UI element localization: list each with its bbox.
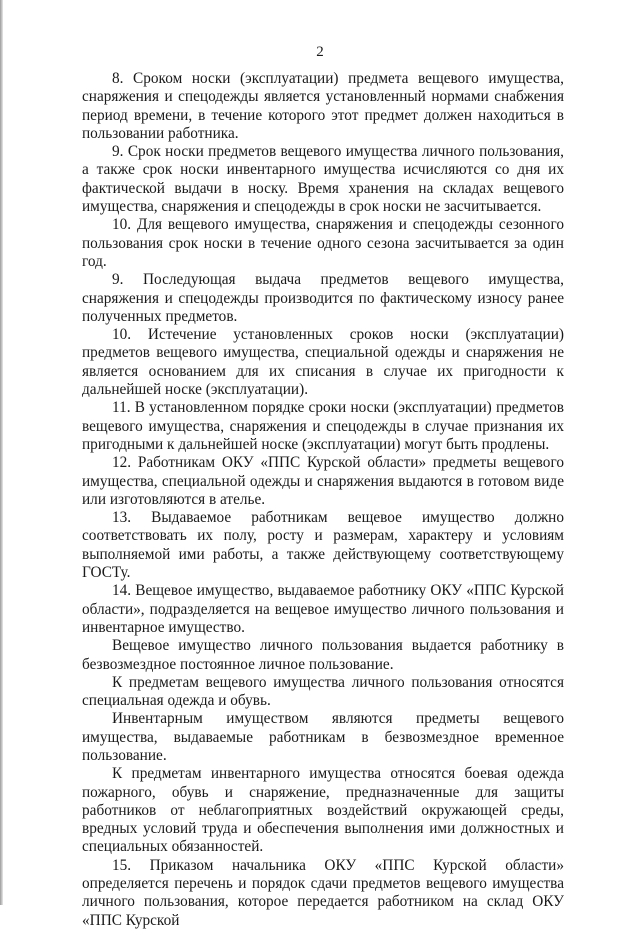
paragraph-inventory-items: К предметам инвентарного имущества относятся боевая одежда пожарного, обувь и снаряжение, предназначенные для защиты работников от неблагоприятных воздействий окружающей среды, вредных условий труда и обеспечения выполнения ими должностных и специальных обязанностей. xyxy=(82,765,564,856)
paragraph-item-13: 13. Выдаваемое работникам вещевое имущество должно соответствовать их полу, росту и размерам, характеру и условиям выполняемой ими работы, а также действующему соответствующему ГОСТу. xyxy=(82,509,564,582)
paragraph-item-9: 9. Срок носки предметов вещевого имущества личного пользования, а также срок носки инвентарного имущества исчисляются со дня их фактической выдачи в носку. Время хранения на складах вещевого имущества, снаряжения и спецодежды в срок носки не засчитывается. xyxy=(82,143,564,216)
paragraph-item-12: 12. Работникам ОКУ «ППС Курской области» предметы вещевого имущества, специальной одежды и снаряжения выдаются в готовом виде или изготовляются в ателье. xyxy=(82,454,564,508)
page-number: 2 xyxy=(316,44,324,60)
paragraph-personal-use: Вещевое имущество личного пользования выдается работнику в безвозмездное постоянное личное пользование. xyxy=(82,637,564,673)
paragraph-item-10: 10. Для вещевого имущества, снаряжения и спецодежды сезонного пользования срок носки в течение одного сезона засчитывается за один год. xyxy=(82,216,564,270)
document-body xyxy=(82,70,564,930)
scan-edge-shadow xyxy=(0,0,3,905)
paragraph-item-8: 8. Сроком носки (эксплуатации) предмета вещевого имущества, снаряжения и спецодежды является установленный нормами снабжения период времени, в течение которого этот предмет должен находиться в пользовании работника. xyxy=(82,70,564,142)
paragraph-item-9-repeat: 9. Последующая выдача предметов вещевого имущества, снаряжения и спецодежды производится по фактическому износу ранее полученных предметов. xyxy=(82,271,564,325)
paragraph-item-15: 15. Приказом начальника ОКУ «ППС Курской области» определяется перечень и порядок сдачи предметов вещевого имущества личного пользования, которое передается работником на склад ОКУ «ППС Курской xyxy=(82,856,564,929)
paragraph-item-11: 11. В установленном порядке сроки носки (эксплуатации) предметов вещевого имущества, снаряжения и спецодежды в случае признания их пригодными к дальнейшей носке (эксплуатации) могут быть продлены. xyxy=(82,399,564,453)
paragraph-personal-items: К предметам вещевого имущества личного пользования относятся специальная одежда и обувь. xyxy=(82,673,564,710)
paragraph-item-10-repeat: 10. Истечение установленных сроков носки (эксплуатации) предметов вещевого имущества, специальной одежды и снаряжения не является основанием для их списания в случае их пригодности к дальнейшей носке (эксплуатации). xyxy=(82,326,564,399)
paragraph-inventory-definition: Инвентарным имуществом являются предметы вещевого имущества, выдаваемые работникам в безвозмездное временное пользование. xyxy=(82,710,564,764)
paragraph-item-14: 14. Вещевое имущество, выдаваемое работнику ОКУ «ППС Курской области», подразделяется на вещевое имущество личного пользования и инвентарное имущество. xyxy=(82,582,564,636)
